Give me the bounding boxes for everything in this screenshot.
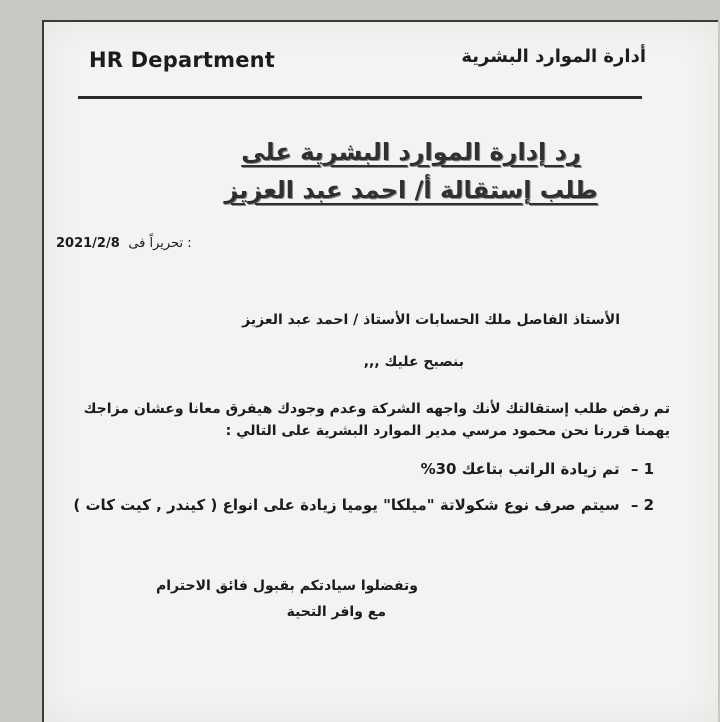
list-item: [421, 460, 654, 478]
date-label: تحريراً فى :: [128, 236, 192, 251]
letter-title-line-1: رد إدارة الموارد البشرية على: [241, 138, 581, 166]
header-title-ar: أدارة الموارد البشرية: [461, 46, 646, 67]
list-item-number: 1 –: [630, 460, 654, 478]
list-item-text: تم زيادة الراتب بتاعك 30%: [420, 460, 620, 478]
greeting: بنصبح عليك ,,,: [363, 354, 464, 370]
closing-line-2: مع وافر التحية: [286, 604, 386, 620]
addressee: الأستاذ الفاصل ملك الحسابات الأستاذ / احمد عبد العزيز: [242, 312, 620, 328]
list-item-text: سيتم صرف نوع شكولاتة "ميلكا" يوميا زيادة على انواع ( كيندر , كيت كات ): [73, 496, 620, 514]
date-value: 2021/2/8: [56, 236, 120, 251]
list-item-number: 2 –: [630, 496, 654, 514]
letter-title-line-2: طلب إستقالة أ/ احمد عبد العزيز: [224, 176, 598, 204]
letter-date: [56, 236, 192, 251]
closing-line-1: وتفضلوا سيادتكم بقبول فائق الاحترام: [156, 578, 418, 594]
document-page: [42, 20, 718, 722]
list-item: [73, 496, 654, 514]
header-divider: [78, 96, 642, 99]
body-paragraph: تم رفض طلب إستقالتك لأنك واجهه الشركة وعدم وجودك هيفرق معانا وعشان مزاجك يهمنا قررنا نحن محمود مرسي مدير الموارد البشرية على التالي :: [83, 401, 670, 439]
header-title-en: HR Department: [89, 48, 276, 72]
